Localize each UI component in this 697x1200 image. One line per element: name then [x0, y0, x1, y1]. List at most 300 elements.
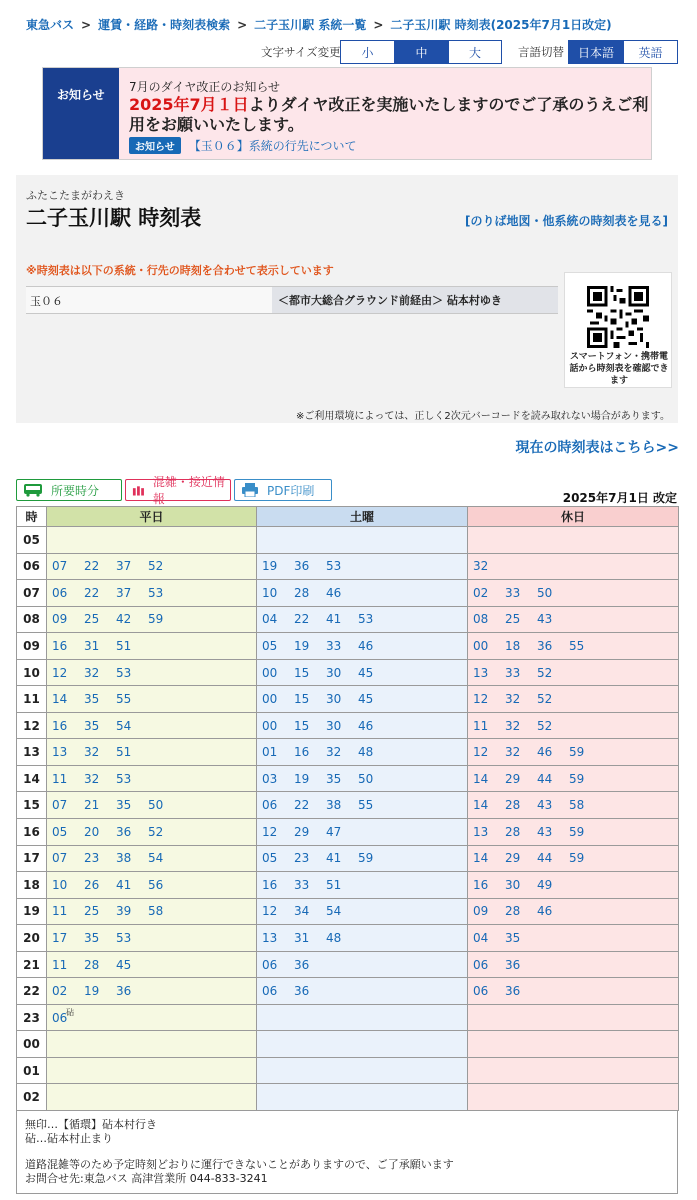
qr-code-note: ※ご利用環境によっては、正しく2次元バーコードを読み取れない場合があります。: [296, 411, 670, 422]
holiday-cell: [468, 606, 679, 633]
weekday-cell: [47, 686, 257, 713]
departure-minute[interactable]: 37: [116, 559, 132, 574]
saturday-cell: [257, 739, 468, 766]
departure-minute[interactable]: 12: [473, 692, 489, 707]
departure-minute[interactable]: 36: [505, 957, 521, 972]
minutes-list: [468, 719, 678, 733]
language-english-button[interactable]: 英語: [624, 41, 677, 63]
departure-minute[interactable]: 54: [326, 904, 342, 919]
departure-minute[interactable]: 30: [326, 718, 342, 733]
weekday-cell: [47, 765, 257, 792]
departure-minute[interactable]: 35: [84, 930, 100, 945]
departure-minute[interactable]: 28: [84, 957, 100, 972]
qr-code-icon: [587, 286, 649, 348]
minutes-list: [257, 612, 467, 626]
departure-minute[interactable]: 33: [326, 638, 342, 653]
departure-minute[interactable]: 41: [326, 851, 342, 866]
departure-minute[interactable]: 51: [116, 745, 132, 760]
toolbar: [0, 40, 697, 64]
current-timetable-link[interactable]: 現在の時刻表はこちら>>: [515, 440, 679, 456]
departure-minute[interactable]: 00: [262, 692, 278, 707]
departure-minute[interactable]: 06: [52, 585, 68, 600]
saturday-cell: [257, 951, 468, 978]
departure-minute[interactable]: 32: [505, 692, 521, 707]
minutes-list: [468, 825, 678, 839]
saturday-cell: [257, 765, 468, 792]
departure-minute[interactable]: 16: [52, 718, 68, 733]
departure-minute[interactable]: 30: [326, 692, 342, 707]
departure-minute[interactable]: 25: [84, 612, 100, 627]
holiday-cell: [468, 739, 679, 766]
hour-cell: 00: [17, 1031, 47, 1058]
minutes-list: [47, 745, 256, 759]
departure-minute[interactable]: 50: [358, 771, 374, 786]
holiday-cell: [468, 686, 679, 713]
departure-minute[interactable]: 11: [52, 771, 68, 786]
minutes-list: [47, 586, 256, 600]
holiday-cell: [468, 659, 679, 686]
departure-minute[interactable]: 35: [505, 930, 521, 945]
departure-minute[interactable]: 43: [537, 612, 553, 627]
minutes-list: [257, 559, 467, 573]
departure-minute[interactable]: 13: [473, 824, 489, 839]
departure-minute[interactable]: 44: [537, 771, 553, 786]
weekday-cell: [47, 898, 257, 925]
minutes-list: [47, 666, 256, 680]
font-size-small-button[interactable]: 小: [341, 41, 395, 63]
minutes-list: [468, 612, 678, 626]
minutes-list: [47, 692, 256, 706]
notice-body: [129, 78, 649, 154]
saturday-cell: [257, 898, 468, 925]
departure-minute[interactable]: 19: [84, 984, 100, 999]
weekday-cell: [47, 527, 257, 554]
minutes-list: [47, 772, 256, 786]
departure-minute[interactable]: 19: [294, 771, 310, 786]
timetable-row: [17, 845, 679, 872]
departure-minute[interactable]: 35: [84, 692, 100, 707]
departure-minute[interactable]: 58: [569, 798, 585, 813]
departure-minute[interactable]: 52: [537, 692, 553, 707]
departure-minute[interactable]: 31: [294, 930, 310, 945]
holiday-cell: [468, 872, 679, 899]
holiday-cell: [468, 1084, 679, 1111]
departure-minute[interactable]: 01: [262, 745, 278, 760]
saturday-cell: [257, 845, 468, 872]
timetable-row: [17, 1031, 679, 1058]
departure-minute[interactable]: 32: [505, 718, 521, 733]
departure-minute[interactable]: 46: [537, 745, 553, 760]
duration-button[interactable]: [16, 479, 122, 501]
departure-minute[interactable]: 13: [52, 745, 68, 760]
departure-minute[interactable]: 00: [473, 638, 489, 653]
route-destination: ＜都市大総合グラウンド前経由＞ 砧本村ゆき: [272, 287, 558, 313]
departure-minute[interactable]: 53: [116, 665, 132, 680]
departure-minute[interactable]: 13: [473, 665, 489, 680]
saturday-cell: [257, 606, 468, 633]
departure-minute[interactable]: 07: [52, 798, 68, 813]
minutes-list: [47, 1007, 256, 1025]
departure-minute[interactable]: 00: [262, 718, 278, 733]
breadcrumb-link-route-list[interactable]: 二子玉川駅 系統一覧: [254, 18, 367, 32]
minutes-list: [468, 559, 678, 573]
departure-minute[interactable]: 09: [52, 612, 68, 627]
departure-minute[interactable]: 12: [262, 904, 278, 919]
departure-minute[interactable]: 07: [52, 559, 68, 574]
saturday-cell: [257, 686, 468, 713]
holiday-cell: [468, 527, 679, 554]
minutes-list: [257, 666, 467, 680]
departure-minute[interactable]: 11: [473, 718, 489, 733]
departure-minute[interactable]: 22: [294, 612, 310, 627]
congestion-button[interactable]: [125, 475, 231, 506]
departure-minute[interactable]: 10: [52, 877, 68, 892]
departure-minute[interactable]: 09: [473, 904, 489, 919]
holiday-cell: [468, 898, 679, 925]
saturday-cell: [257, 1084, 468, 1111]
hour-cell: 09: [17, 633, 47, 660]
departure-minute[interactable]: 35: [84, 718, 100, 733]
font-size-medium-button[interactable]: 中: [395, 41, 449, 63]
departure-minute[interactable]: 20: [84, 824, 100, 839]
printer-icon: [241, 483, 259, 497]
weekday-cell: [47, 633, 257, 660]
departure-minute[interactable]: 30: [326, 665, 342, 680]
departure-minute[interactable]: 33: [294, 877, 310, 892]
departure-minute[interactable]: 03: [262, 771, 278, 786]
minutes-list: [468, 666, 678, 680]
departure-minute[interactable]: 32: [84, 771, 100, 786]
departure-minute[interactable]: 06: [262, 798, 278, 813]
departure-minute[interactable]: 18: [505, 638, 521, 653]
notice-mini-tag: お知らせ: [129, 137, 181, 154]
minutes-list: [47, 878, 256, 892]
departure-minute[interactable]: 22: [84, 585, 100, 600]
departure-minute[interactable]: 36: [505, 984, 521, 999]
departure-minute[interactable]: 30: [505, 877, 521, 892]
departure-minute[interactable]: 36: [294, 957, 310, 972]
minutes-list: [47, 958, 256, 972]
minutes-list: [257, 692, 467, 706]
departure-minute[interactable]: 28: [505, 798, 521, 813]
departure-minute[interactable]: 19: [294, 638, 310, 653]
departure-minute[interactable]: 47: [326, 824, 342, 839]
font-size-switcher: [340, 40, 502, 64]
hour-cell: 20: [17, 925, 47, 952]
notice-subtitle: 7月のダイヤ改正のお知らせ: [129, 80, 281, 94]
departure-minute[interactable]: 56: [148, 877, 164, 892]
departure-minute[interactable]: 15: [294, 718, 310, 733]
departure-minute[interactable]: 33: [505, 665, 521, 680]
minutes-list: [257, 931, 467, 945]
notice-headline-text: よりダイヤ改正を実施いたしますのでご了承のうえご利用をお願いいたします。: [129, 95, 649, 134]
departure-minute[interactable]: 52: [537, 718, 553, 733]
timetable-row: [17, 606, 679, 633]
departure-minute[interactable]: 00: [262, 665, 278, 680]
departure-minute[interactable]: 48: [358, 745, 374, 760]
departure-minute[interactable]: 28: [505, 824, 521, 839]
departure-minute[interactable]: 12: [262, 824, 278, 839]
departure-minute[interactable]: 16: [294, 745, 310, 760]
departure-minute[interactable]: 46: [326, 585, 342, 600]
weekday-cell: [47, 712, 257, 739]
weekday-cell: [47, 872, 257, 899]
weekday-cell: [47, 1004, 257, 1031]
pdf-print-button[interactable]: [234, 479, 332, 501]
saturday-cell: [257, 1004, 468, 1031]
departure-minute[interactable]: 37: [116, 585, 132, 600]
holiday-cell: [468, 1057, 679, 1084]
departure-minute[interactable]: 04: [262, 612, 278, 627]
departure-minute[interactable]: 59: [148, 612, 164, 627]
departure-minute[interactable]: 32: [84, 745, 100, 760]
breadcrumb-current[interactable]: 二子玉川駅 時刻表(2025年7月1日改定): [390, 18, 612, 32]
departure-minute[interactable]: 44: [537, 851, 553, 866]
departure-minute[interactable]: 25: [84, 904, 100, 919]
departure-minute[interactable]: 52: [537, 665, 553, 680]
holiday-cell: [468, 1031, 679, 1058]
minutes-list: [257, 772, 467, 786]
departure-minute[interactable]: 29: [505, 851, 521, 866]
timetable: [16, 506, 679, 1111]
departure-minute[interactable]: 22: [84, 559, 100, 574]
departure-minute[interactable]: 45: [116, 957, 132, 972]
timetable-row: [17, 978, 679, 1005]
weekday-cell: [47, 978, 257, 1005]
legend-no-mark: 無印…【循環】砧本村行き: [25, 1118, 157, 1131]
departure-minute[interactable]: 08: [473, 612, 489, 627]
minutes-list: [257, 904, 467, 918]
departure-minute[interactable]: 16: [262, 877, 278, 892]
departure-minute[interactable]: 45: [358, 692, 374, 707]
departure-minute[interactable]: 02: [52, 984, 68, 999]
minutes-list: [47, 904, 256, 918]
departure-minute[interactable]: 53: [358, 612, 374, 627]
weekday-cell: [47, 792, 257, 819]
hour-cell: 08: [17, 606, 47, 633]
departure-minute[interactable]: 49: [537, 877, 553, 892]
departure-minute[interactable]: 36: [116, 824, 132, 839]
departure-minute[interactable]: 15: [294, 692, 310, 707]
minutes-list: [257, 745, 467, 759]
departure-minute[interactable]: [52, 1007, 84, 1025]
departure-minute[interactable]: 17: [52, 930, 68, 945]
notice-route-link[interactable]: 【玉０６】系統の行先について: [188, 139, 357, 153]
departure-minute[interactable]: 52: [148, 559, 164, 574]
breadcrumb-link-search[interactable]: 運賃・経路・時刻表検索: [98, 18, 231, 32]
departure-minute[interactable]: 41: [326, 612, 342, 627]
departure-minute[interactable]: 06: [473, 957, 489, 972]
departure-minute[interactable]: 31: [84, 638, 100, 653]
language-label: 言語切替: [518, 45, 564, 59]
departure-minute[interactable]: 25: [505, 612, 521, 627]
departure-minute[interactable]: 15: [294, 665, 310, 680]
departure-minute[interactable]: 04: [473, 930, 489, 945]
departure-minute[interactable]: 46: [358, 638, 374, 653]
timetable-row: [17, 1084, 679, 1111]
weekday-cell: [47, 606, 257, 633]
departure-minute[interactable]: 16: [52, 638, 68, 653]
departure-minute[interactable]: 35: [116, 798, 132, 813]
timetable-row: [17, 765, 679, 792]
minutes-list: [257, 851, 467, 865]
minutes-list: [47, 559, 256, 573]
departure-minute[interactable]: 34: [294, 904, 310, 919]
saturday-cell: [257, 553, 468, 580]
notice-headline: [129, 95, 649, 135]
hour-cell: 23: [17, 1004, 47, 1031]
departure-minute[interactable]: 05: [52, 824, 68, 839]
departure-minute[interactable]: 12: [52, 665, 68, 680]
hour-cell: 12: [17, 712, 47, 739]
departure-minute[interactable]: 58: [148, 904, 164, 919]
departure-minute[interactable]: 32: [326, 745, 342, 760]
departure-minute[interactable]: 53: [148, 585, 164, 600]
departure-minute[interactable]: 14: [473, 771, 489, 786]
timetable-row: [17, 580, 679, 607]
timetable-row: [17, 792, 679, 819]
minutes-list: [257, 878, 467, 892]
departure-minute[interactable]: 59: [358, 851, 374, 866]
departure-minute[interactable]: 21: [84, 798, 100, 813]
hour-cell: 17: [17, 845, 47, 872]
departure-minute[interactable]: 46: [537, 904, 553, 919]
holiday-cell: [468, 580, 679, 607]
hour-cell: 13: [17, 739, 47, 766]
timetable-row: [17, 925, 679, 952]
notice-tag: お知らせ: [43, 68, 119, 159]
departure-minute[interactable]: 22: [294, 798, 310, 813]
departure-minute[interactable]: 26: [84, 877, 100, 892]
departure-minute[interactable]: 46: [358, 718, 374, 733]
departure-minute[interactable]: 11: [52, 957, 68, 972]
departure-minute[interactable]: 35: [326, 771, 342, 786]
holiday-cell: [468, 951, 679, 978]
timetable-row: [17, 527, 679, 554]
departure-minute[interactable]: 42: [116, 612, 132, 627]
departure-minute[interactable]: 59: [569, 824, 585, 839]
departure-minute[interactable]: 10: [262, 585, 278, 600]
route-number: 玉０６: [26, 287, 272, 313]
departure-minute[interactable]: 54: [148, 851, 164, 866]
saturday-cell: [257, 580, 468, 607]
route-row: [26, 286, 558, 314]
departure-minute[interactable]: 59: [569, 771, 585, 786]
notice-link-row: [129, 137, 649, 154]
departure-minute[interactable]: 41: [116, 877, 132, 892]
departure-minute[interactable]: 11: [52, 904, 68, 919]
language-japanese-button[interactable]: 日本語: [569, 41, 624, 63]
departure-minute[interactable]: 52: [148, 824, 164, 839]
departure-minute[interactable]: 59: [569, 745, 585, 760]
departure-minute[interactable]: 14: [52, 692, 68, 707]
departure-minute[interactable]: 06: [262, 984, 278, 999]
departure-minute[interactable]: 43: [537, 798, 553, 813]
departure-minute[interactable]: 36: [537, 638, 553, 653]
departure-minute[interactable]: 14: [473, 798, 489, 813]
timetable-row: [17, 951, 679, 978]
departure-minute[interactable]: 59: [569, 851, 585, 866]
stop-map-link[interactable]: [のりば地図・他系統の時刻表を見る]: [465, 214, 668, 228]
hour-cell: 10: [17, 659, 47, 686]
departure-minute[interactable]: 23: [84, 851, 100, 866]
hour-cell: 19: [17, 898, 47, 925]
departure-minute[interactable]: 07: [52, 851, 68, 866]
departure-minute[interactable]: 06: [473, 984, 489, 999]
departure-minute[interactable]: 32: [473, 559, 489, 574]
minutes-list: [257, 984, 467, 998]
weekday-cell: [47, 1031, 257, 1058]
departure-minute[interactable]: 23: [294, 851, 310, 866]
departure-minute[interactable]: 29: [294, 824, 310, 839]
qr-code-caption: スマートフォン・携帯電話から時刻表を確認できます: [569, 352, 669, 386]
minutes-list: [47, 851, 256, 865]
saturday-cell: [257, 712, 468, 739]
minutes-list: [257, 639, 467, 653]
departure-minute[interactable]: 32: [505, 745, 521, 760]
departure-minute[interactable]: 33: [505, 585, 521, 600]
departure-minute[interactable]: 05: [262, 851, 278, 866]
departure-minute[interactable]: 45: [358, 665, 374, 680]
departure-minute[interactable]: 55: [116, 692, 132, 707]
breadcrumb-link-tokyu-bus[interactable]: 東急バス: [26, 18, 75, 32]
departure-minute[interactable]: 53: [116, 930, 132, 945]
departure-minute[interactable]: 16: [473, 877, 489, 892]
departure-minute[interactable]: 55: [569, 638, 585, 653]
departure-minute[interactable]: 19: [262, 559, 278, 574]
departure-minute[interactable]: 43: [537, 824, 553, 839]
departure-minute[interactable]: 14: [473, 851, 489, 866]
departure-minute[interactable]: 51: [326, 877, 342, 892]
departure-minute[interactable]: 29: [505, 771, 521, 786]
departure-minute[interactable]: 36: [116, 984, 132, 999]
departure-minute[interactable]: 54: [116, 718, 132, 733]
departure-minute[interactable]: 06: [262, 957, 278, 972]
departure-minute[interactable]: 05: [262, 638, 278, 653]
departure-minute[interactable]: 36: [294, 984, 310, 999]
departure-minute[interactable]: 55: [358, 798, 374, 813]
departure-minute[interactable]: 51: [116, 638, 132, 653]
departure-minute[interactable]: 50: [148, 798, 164, 813]
departure-minute[interactable]: 36: [294, 559, 310, 574]
duration-button-label: 所要時分: [51, 483, 100, 498]
hour-cell: 15: [17, 792, 47, 819]
departure-minute[interactable]: 38: [116, 851, 132, 866]
departure-minute[interactable]: 13: [262, 930, 278, 945]
holiday-cell: [468, 553, 679, 580]
hour-cell: 07: [17, 580, 47, 607]
departure-minute[interactable]: 53: [116, 771, 132, 786]
departure-minute[interactable]: 53: [326, 559, 342, 574]
font-size-large-button[interactable]: 大: [449, 41, 501, 63]
departure-minute[interactable]: 38: [326, 798, 342, 813]
saturday-cell: [257, 925, 468, 952]
minutes-list: [47, 639, 256, 653]
departure-minute[interactable]: 32: [84, 665, 100, 680]
departure-minute[interactable]: 39: [116, 904, 132, 919]
departure-minute[interactable]: 48: [326, 930, 342, 945]
minutes-list: [47, 612, 256, 626]
saturday-cell: [257, 1031, 468, 1058]
breadcrumb: [26, 16, 686, 33]
departure-minute[interactable]: 28: [294, 585, 310, 600]
holiday-cell: [468, 978, 679, 1005]
departure-minute[interactable]: 28: [505, 904, 521, 919]
departure-minute[interactable]: 50: [537, 585, 553, 600]
timetable-row: [17, 553, 679, 580]
departure-minute[interactable]: 12: [473, 745, 489, 760]
departure-minute[interactable]: 02: [473, 585, 489, 600]
